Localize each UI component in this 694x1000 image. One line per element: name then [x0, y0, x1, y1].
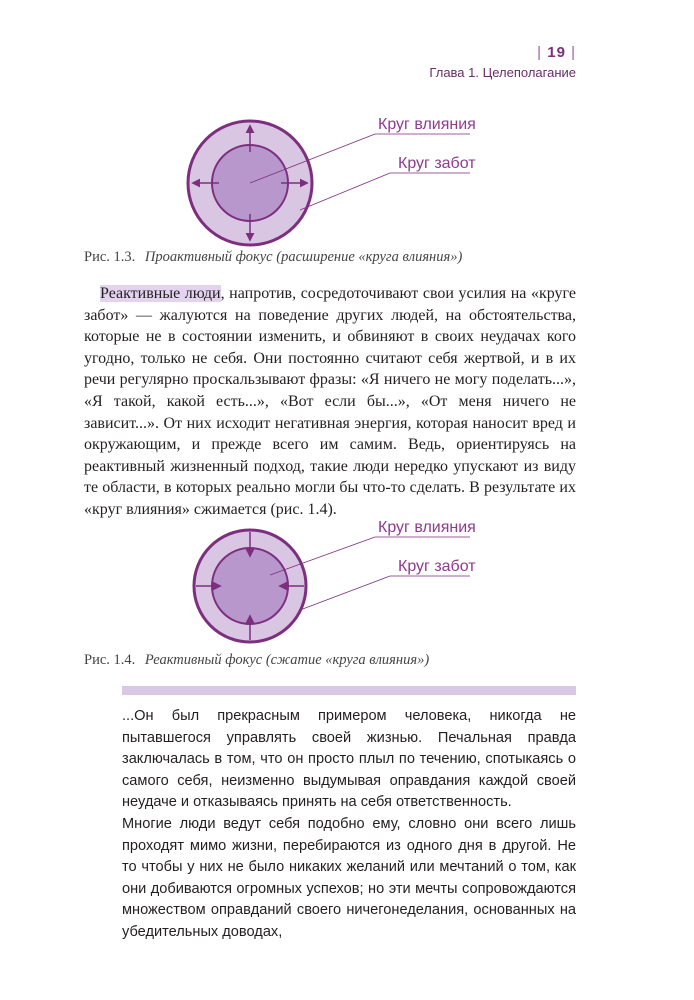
caption-text: Проактивный фокус (расширение «круга влияния»): [144, 249, 463, 265]
quote-divider: [122, 686, 576, 695]
reactive-diagram: [194, 519, 476, 642]
highlighted-term: Реактивные люди: [100, 285, 221, 302]
caption-number: Рис. 1.3.: [84, 249, 136, 265]
circle-of-influence: [212, 548, 288, 624]
chapter-title: Глава 1. Целеполагание: [429, 65, 576, 80]
leader-concern: [300, 576, 390, 610]
label-circle-of-concern: Круг забот: [398, 155, 476, 172]
page-number: | 19 |: [537, 44, 576, 61]
label-circle-of-concern: Круг забот: [398, 558, 476, 575]
caption-text: Реактивный фокус (сжатие «круга влияния»): [144, 652, 430, 668]
caption-number: Рис. 1.4.: [84, 652, 136, 668]
quote-paragraph: ...Он был прекрасным примером человека, никогда не пытавшегося управлять своей жизнью. Печальная правда заключалась в том, что он просто плыл по течению, спотыкаясь о самого себя, неизменно выдумывая оправдания каждой своей неудаче и отказываясь принять на себя ответственность.: [122, 708, 576, 811]
quote-paragraph: Многие люди ведут себя подобно ему, словно они всего лишь проходят мимо жизни, перебираются из одного дня в другой. Не то чтобы у них не было никаких желаний или мечтаний о том, как они добиваются огромных успехов; но эти мечты сопровождаются множеством оправданий своего ничегонеделания, основанных на убедительных доводах,: [122, 815, 576, 940]
proactive-diagram: [188, 116, 476, 245]
page-number-value: 19: [547, 44, 566, 61]
paragraph-text: , напротив, сосредоточивают свои усилия на «круге забот» — жалуются на поведение других людей, на обстоятельства, которые не в состоянии изменить, и обвиняют в своих неудачах кого угодно, только не себя. Они постоянно считают себя жертвой, и в их речи регулярно проскальзывают фразы: «Я ничего не могу поделать...», «Я такой, какой есть...», «Вот если бы...», «От меня ничего не зависит...». От них исходит негативная энергия, которая наносит вред и окружающим, и прежде всего им самим. Ведь, ориентируясь на реактивный жизненный подход, такие люди нередко упускают из виду те области, в которых реально могли бы что-то сделать. В результате их «круг влияния» сжимается (рис. 1.4).: [84, 285, 576, 518]
quote-block: [122, 706, 576, 944]
figure-caption: [84, 652, 429, 669]
label-circle-of-influence: Круг влияния: [378, 116, 476, 133]
leader-concern: [300, 173, 390, 210]
body-paragraph: [84, 283, 576, 521]
label-circle-of-influence: Круг влияния: [378, 519, 476, 536]
figure-caption: [84, 249, 462, 266]
